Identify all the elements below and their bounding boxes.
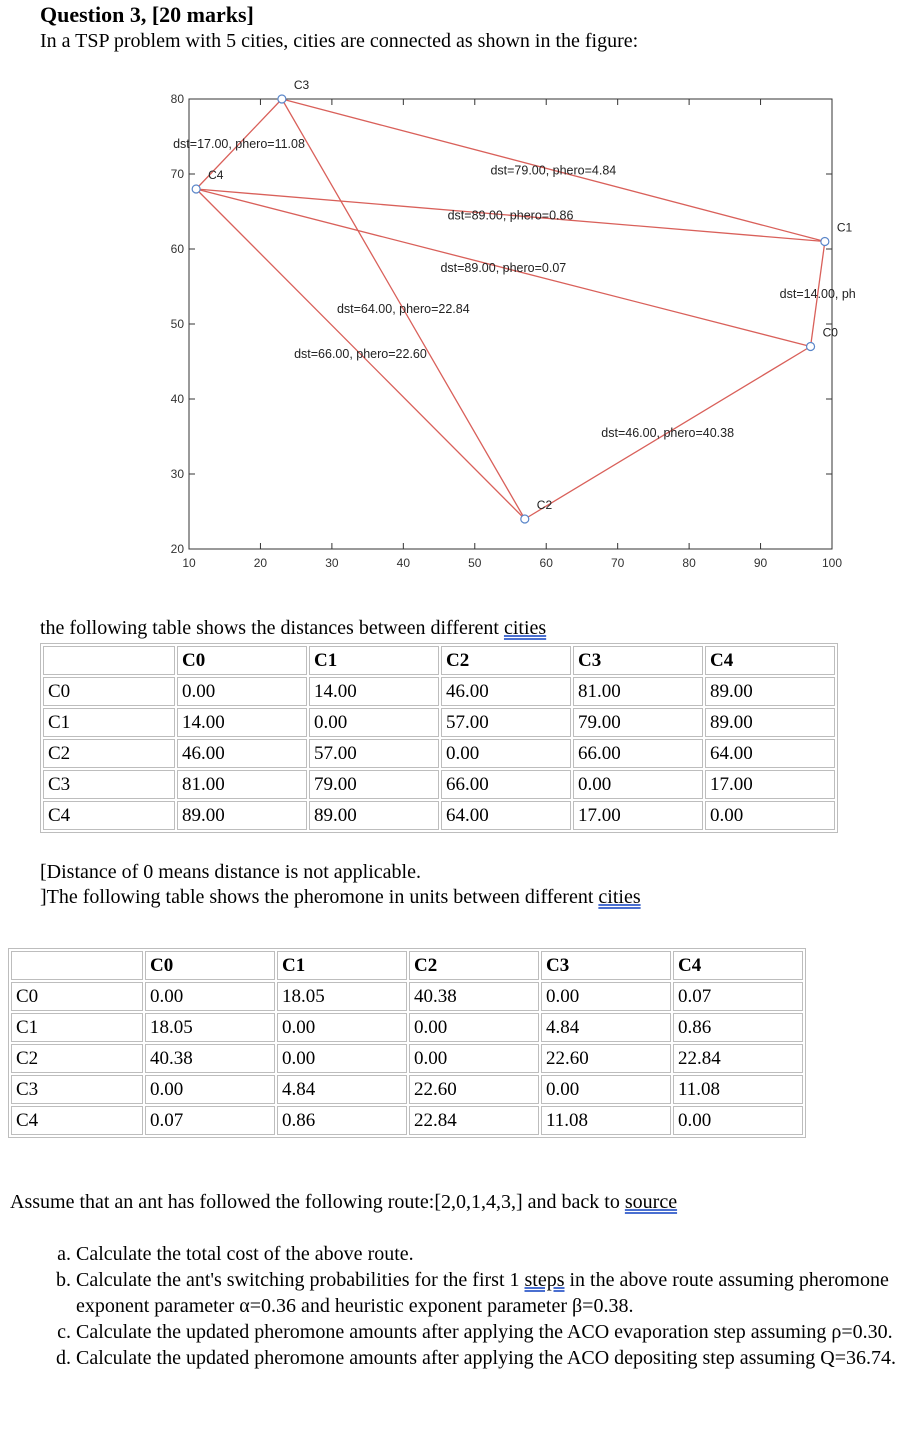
distance-cell: 17.00 [705, 770, 835, 799]
pheromone-cell: 22.60 [541, 1044, 671, 1073]
distance-cell: 89.00 [177, 801, 307, 830]
city-marker [192, 185, 200, 193]
pheromone-table [8, 948, 806, 1138]
distance-cell: 64.00 [441, 801, 571, 830]
pheromone-row-label: C2 [11, 1044, 143, 1073]
pheromone-row [11, 982, 803, 1011]
intro-text: In a TSP problem with 5 cities, cities are connected as shown in the figure: [40, 30, 639, 52]
edge-label: dst=46.00, phero=40.38 [601, 425, 735, 440]
question-d-text: Calculate the updated pheromone amounts after applying the ACO depositing step assuming Q=36.74. [76, 1347, 897, 1369]
distance-caption-word-cities: cities [503, 617, 547, 639]
question-b [76, 1267, 916, 1319]
distance-cell: 0.00 [441, 739, 571, 768]
pheromone-cell: 40.38 [145, 1044, 275, 1073]
x-tick-label: 30 [325, 556, 339, 570]
pheromone-cell: 40.38 [409, 982, 539, 1011]
x-tick-label: 100 [821, 556, 843, 570]
pheromone-cell: 0.07 [145, 1106, 275, 1135]
question-a [76, 1241, 916, 1267]
pheromone-header-cell: C4 [673, 951, 803, 980]
pheromone-cell: 22.60 [409, 1075, 539, 1104]
pheromone-cell: 0.07 [673, 982, 803, 1011]
pheromone-cell: 0.00 [277, 1044, 407, 1073]
y-tick-label: 70 [170, 167, 184, 181]
distance-row-label: C2 [43, 739, 175, 768]
pheromone-header-cell: C3 [541, 951, 671, 980]
tsp-figure [0, 70, 916, 580]
city-marker [278, 95, 286, 103]
distance-row [43, 801, 835, 830]
pheromone-row [11, 1075, 803, 1104]
pheromone-row-label: C3 [11, 1075, 143, 1104]
distance-cell: 57.00 [441, 708, 571, 737]
distance-cell: 0.00 [177, 677, 307, 706]
route-statement [10, 1191, 677, 1214]
x-tick-label: 40 [396, 556, 411, 570]
city-marker [521, 515, 529, 523]
question-b-word-steps: steps [524, 1269, 565, 1291]
distance-caption-text: the following table shows the distances between different [40, 617, 504, 639]
distance-cell: 0.00 [309, 708, 439, 737]
city-label: C4 [208, 168, 224, 182]
pheromone-cell: 0.00 [277, 1013, 407, 1042]
pheromone-row-label: C1 [11, 1013, 143, 1042]
distance-row [43, 770, 835, 799]
pheromone-cell: 22.84 [409, 1106, 539, 1135]
distance-cell: 57.00 [309, 739, 439, 768]
pheromone-cell: 0.86 [673, 1013, 803, 1042]
distance-cell: 89.00 [309, 801, 439, 830]
question-c [76, 1319, 916, 1345]
distance-cell: 64.00 [705, 739, 835, 768]
distance-header-row [43, 646, 835, 675]
pheromone-cell: 0.00 [673, 1106, 803, 1135]
edge-label: dst=66.00, phero=22.60 [294, 347, 427, 361]
pheromone-cell: 0.00 [409, 1013, 539, 1042]
question-d [76, 1345, 916, 1371]
question-b-text: Calculate the ant's switching probabilities for the first 1 [76, 1269, 525, 1291]
edge-label: dst=14.00, ph [779, 287, 856, 301]
pheromone-header-cell: C1 [277, 951, 407, 980]
y-tick-label: 20 [170, 542, 184, 556]
pheromone-header-cell: C0 [145, 951, 275, 980]
pheromone-header-cell: C2 [409, 951, 539, 980]
question-a-text: Calculate the total cost of the above route. [76, 1243, 414, 1265]
route-text: Assume that an ant has followed the following route:[2,0,1,4,3,] and back to [10, 1191, 625, 1213]
x-tick-label: 20 [253, 556, 268, 570]
x-tick-label: 60 [539, 556, 553, 570]
y-tick-label: 40 [170, 392, 184, 406]
distance-cell: 79.00 [573, 708, 703, 737]
x-tick-label: 10 [182, 556, 196, 570]
distance-header-cell: C1 [309, 646, 439, 675]
pheromone-row [11, 1013, 803, 1042]
pheromone-caption-word-cities: cities [598, 886, 641, 908]
pheromone-cell: 0.00 [409, 1044, 539, 1073]
distance-cell: 81.00 [573, 677, 703, 706]
pheromone-header-row [11, 951, 803, 980]
distance-table-caption [40, 617, 546, 640]
distance-table [40, 643, 838, 833]
distance-row-label: C1 [43, 708, 175, 737]
distance-note: [Distance of 0 means distance is not applicable. [40, 861, 421, 883]
edge-label: dst=17.00, phero=11.08 [173, 137, 305, 151]
edge-label: dst=64.00, phero=22.84 [336, 302, 470, 316]
route-word-source: source [624, 1191, 678, 1213]
distance-cell: 46.00 [441, 677, 571, 706]
pheromone-cell: 0.00 [145, 1075, 275, 1104]
city-label: C0 [822, 325, 838, 340]
pheromone-cell: 0.00 [541, 982, 671, 1011]
distance-row [43, 739, 835, 768]
city-label: C3 [293, 78, 310, 92]
pheromone-cell: 18.05 [145, 1013, 275, 1042]
x-tick-label: 80 [682, 556, 696, 570]
y-tick-label: 30 [170, 467, 184, 481]
distance-header-cell: C4 [705, 646, 835, 675]
pheromone-cell: 0.00 [541, 1075, 671, 1104]
distance-cell: 66.00 [441, 770, 571, 799]
distance-cell: 89.00 [705, 708, 835, 737]
pheromone-corner-cell [11, 951, 143, 980]
question-title: Question 3, [20 marks] [40, 2, 254, 27]
city-marker [821, 238, 829, 246]
y-tick-label: 80 [170, 92, 184, 106]
pheromone-cell: 11.08 [541, 1106, 671, 1135]
distance-cell: 17.00 [573, 801, 703, 830]
pheromone-row-label: C4 [11, 1106, 143, 1135]
distance-row [43, 708, 835, 737]
distance-row-label: C0 [43, 677, 175, 706]
city-marker [807, 343, 815, 351]
distance-corner-cell [43, 646, 175, 675]
distance-cell: 14.00 [309, 677, 439, 706]
distance-cell: 0.00 [705, 801, 835, 830]
pheromone-cell: 11.08 [673, 1075, 803, 1104]
y-tick-label: 60 [170, 242, 184, 256]
question-list [30, 1241, 916, 1371]
x-tick-label: 50 [468, 556, 482, 570]
x-tick-label: 70 [610, 556, 625, 570]
pheromone-row [11, 1106, 803, 1135]
question-b-text-rest: in the above route assuming pheromone exponent parameter α=0.36 and heuristic exponent parameter β=0.38. [76, 1269, 889, 1317]
distance-header-cell: C2 [441, 646, 571, 675]
distance-cell: 66.00 [573, 739, 703, 768]
edge-label: dst=89.00, phero=0.07 [440, 260, 567, 275]
distance-cell: 14.00 [177, 708, 307, 737]
edge-label: dst=79.00, phero=4.84 [490, 163, 617, 178]
distance-row-label: C4 [43, 801, 175, 830]
x-tick-label: 90 [753, 556, 768, 570]
distance-cell: 46.00 [177, 739, 307, 768]
pheromone-cell: 18.05 [277, 982, 407, 1011]
pheromone-cell: 22.84 [673, 1044, 803, 1073]
pheromone-table-caption [40, 886, 641, 909]
question-c-text: Calculate the updated pheromone amounts after applying the ACO evaporation step assuming ρ=0.30. [76, 1321, 893, 1343]
distance-cell: 81.00 [177, 770, 307, 799]
pheromone-cell: 0.86 [277, 1106, 407, 1135]
y-tick-label: 50 [170, 317, 184, 331]
pheromone-cell: 0.00 [145, 982, 275, 1011]
pheromone-cell: 4.84 [277, 1075, 407, 1104]
distance-row-label: C3 [43, 770, 175, 799]
pheromone-caption-text: ]The following table shows the pheromone in units between different [40, 886, 599, 908]
city-label: C1 [836, 220, 853, 235]
distance-cell: 0.00 [573, 770, 703, 799]
edge-label: dst=89.00, phero=0.86 [447, 208, 574, 223]
distance-cell: 89.00 [705, 677, 835, 706]
distance-header-cell: C0 [177, 646, 307, 675]
distance-cell: 79.00 [309, 770, 439, 799]
distance-row [43, 677, 835, 706]
pheromone-row-label: C0 [11, 982, 143, 1011]
pheromone-row [11, 1044, 803, 1073]
city-label: C2 [536, 498, 553, 512]
pheromone-cell: 4.84 [541, 1013, 671, 1042]
distance-header-cell: C3 [573, 646, 703, 675]
